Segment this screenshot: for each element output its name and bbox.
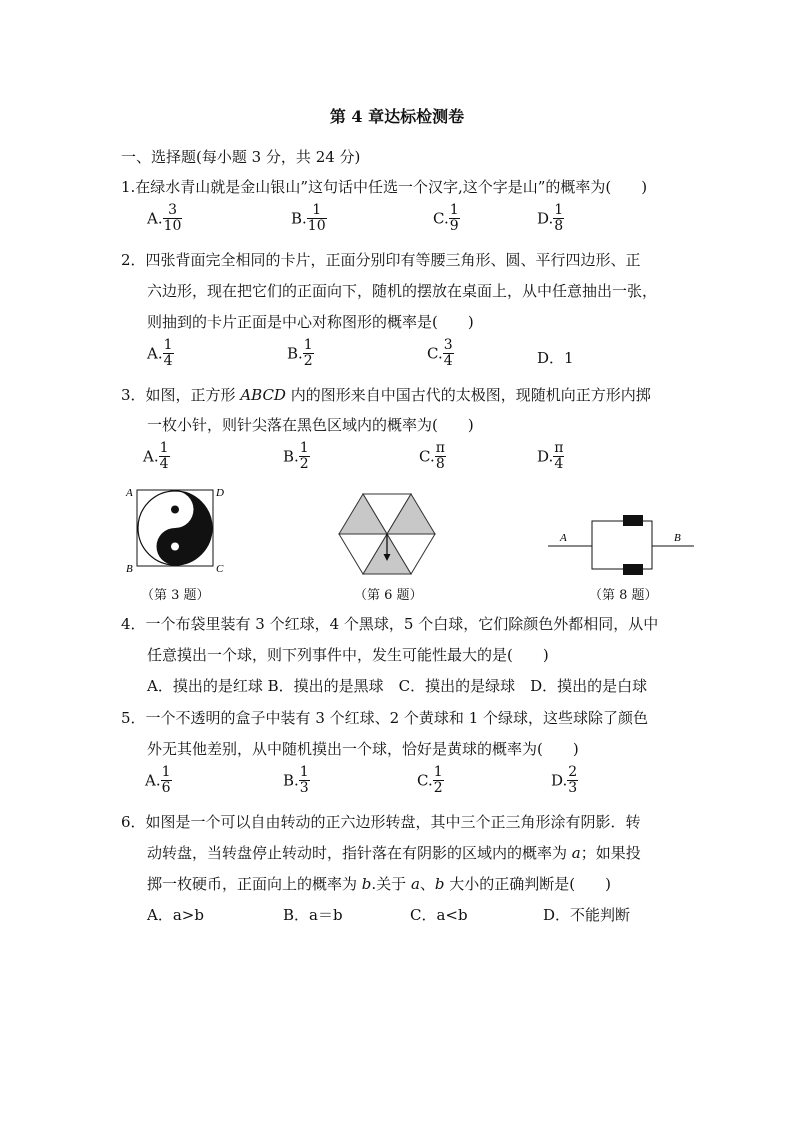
label-c: C: [216, 563, 224, 575]
q2-option-a[interactable]: A. $\frac{1}{4}$: [147, 337, 173, 369]
q6-option-a[interactable]: A．a>b: [147, 906, 204, 924]
q6-line2: 动转盘，当转盘停止转动时，指针落在有阴影的区域内的概率为 a；如果投: [147, 844, 641, 862]
label-b: B: [674, 532, 681, 544]
parallel-loop: [592, 521, 652, 569]
q6-line1: 6．如图是一个可以自由转动的正六边形转盘，其中三个正三角形涂有阴影．转: [121, 813, 641, 831]
q1-text: 1.在绿水青山就是金山银山”这句话中任选一个汉字,这个字是山”的概率为( ): [121, 178, 648, 196]
q3-option-d[interactable]: D. $\frac{\pi}{4}$: [537, 440, 564, 472]
q4-line1: 4．一个布袋里装有 3 个红球，4 个黑球，5 个白球，它们除颜色外都相同，从中: [121, 615, 659, 633]
switch-top: [623, 515, 643, 526]
q2-line3: 则抽到的卡片正面是中心对称图形的概率是( ): [147, 313, 474, 331]
q2-option-b[interactable]: B. $\frac{1}{2}$: [287, 337, 313, 369]
label-d: D: [216, 487, 224, 499]
q6-option-b[interactable]: B．a＝b: [283, 906, 343, 924]
q1-option-d[interactable]: D. $\frac{1}{8}$: [537, 202, 564, 234]
q6-line3: 掷一枚硬币，正面向上的概率为 b.关于 a、b 大小的正确判断是( ): [147, 875, 611, 893]
q2-line2: 六边形，现在把它们的正面向下，随机的摆放在桌面上，从中任意抽出一张，: [147, 282, 658, 300]
section-heading: 一、选择题(每小题 3 分，共 24 分): [121, 148, 361, 166]
label-b: B: [126, 563, 133, 575]
figure-6-hexagon-spinner: [335, 492, 439, 576]
q5-option-d[interactable]: D. $\frac{2}{3}$: [551, 764, 578, 796]
figure-3-caption: （第 3 题）: [141, 588, 210, 603]
taiji-white-dot: [171, 543, 179, 551]
figure-8-caption: （第 8 题）: [589, 588, 658, 603]
q5-option-c[interactable]: C. $\frac{1}{2}$: [417, 764, 443, 796]
q2-option-d[interactable]: D．1: [537, 349, 574, 367]
q2-option-c[interactable]: C. $\frac{3}{4}$: [427, 337, 453, 369]
page-title: 第 4 章达标检测卷: [329, 107, 465, 126]
q5-option-a[interactable]: A. $\frac{1}{6}$: [145, 764, 171, 796]
q1-option-a[interactable]: A. $\frac{3}{10}$: [147, 202, 182, 234]
q6-option-d[interactable]: D．不能判断: [543, 906, 631, 924]
q5-option-b[interactable]: B. $\frac{1}{3}$: [283, 764, 309, 796]
q3-option-b[interactable]: B. $\frac{1}{2}$: [283, 440, 309, 472]
figure-3-taiji: [122, 484, 232, 576]
q3-line1: 3．如图，正方形 ABCD 内的图形来自中国古代的太极图，现随机向正方形内掷: [121, 386, 651, 404]
q1-option-b[interactable]: B. $\frac{1}{10}$: [291, 202, 326, 234]
q3-line2: 一枚小针，则针尖落在黑色区域内的概率为( ): [147, 416, 474, 434]
q2-line1: 2．四张背面完全相同的卡片，正面分别印有等腰三角形、圆、平行四边形、正: [121, 251, 641, 269]
q4-options[interactable]: A．摸出的是红球 B．摸出的是黑球 C．摸出的是绿球 D．摸出的是白球: [147, 677, 648, 695]
taiji-black-dot: [171, 506, 179, 514]
q3-option-c[interactable]: C. $\frac{\pi}{8}$: [419, 440, 445, 472]
q5-line1: 5．一个不透明的盒子中装有 3 个红球、2 个黄球和 1 个绿球，这些球除了颜色: [121, 709, 649, 727]
q6-option-c[interactable]: C．a<b: [410, 906, 468, 924]
q4-line2: 任意摸出一个球，则下列事件中，发生可能性最大的是( ): [147, 646, 549, 664]
figure-8-circuit: [546, 508, 696, 578]
label-a: A: [560, 532, 567, 544]
figure-6-caption: （第 6 题）: [354, 588, 423, 603]
q3-option-a[interactable]: A. $\frac{1}{4}$: [143, 440, 169, 472]
q1-option-c[interactable]: C. $\frac{1}{9}$: [433, 202, 459, 234]
switch-bottom: [623, 564, 643, 575]
q5-line2: 外无其他差别，从中随机摸出一个球，恰好是黄球的概率为( ): [147, 740, 579, 758]
label-a: A: [126, 487, 133, 499]
